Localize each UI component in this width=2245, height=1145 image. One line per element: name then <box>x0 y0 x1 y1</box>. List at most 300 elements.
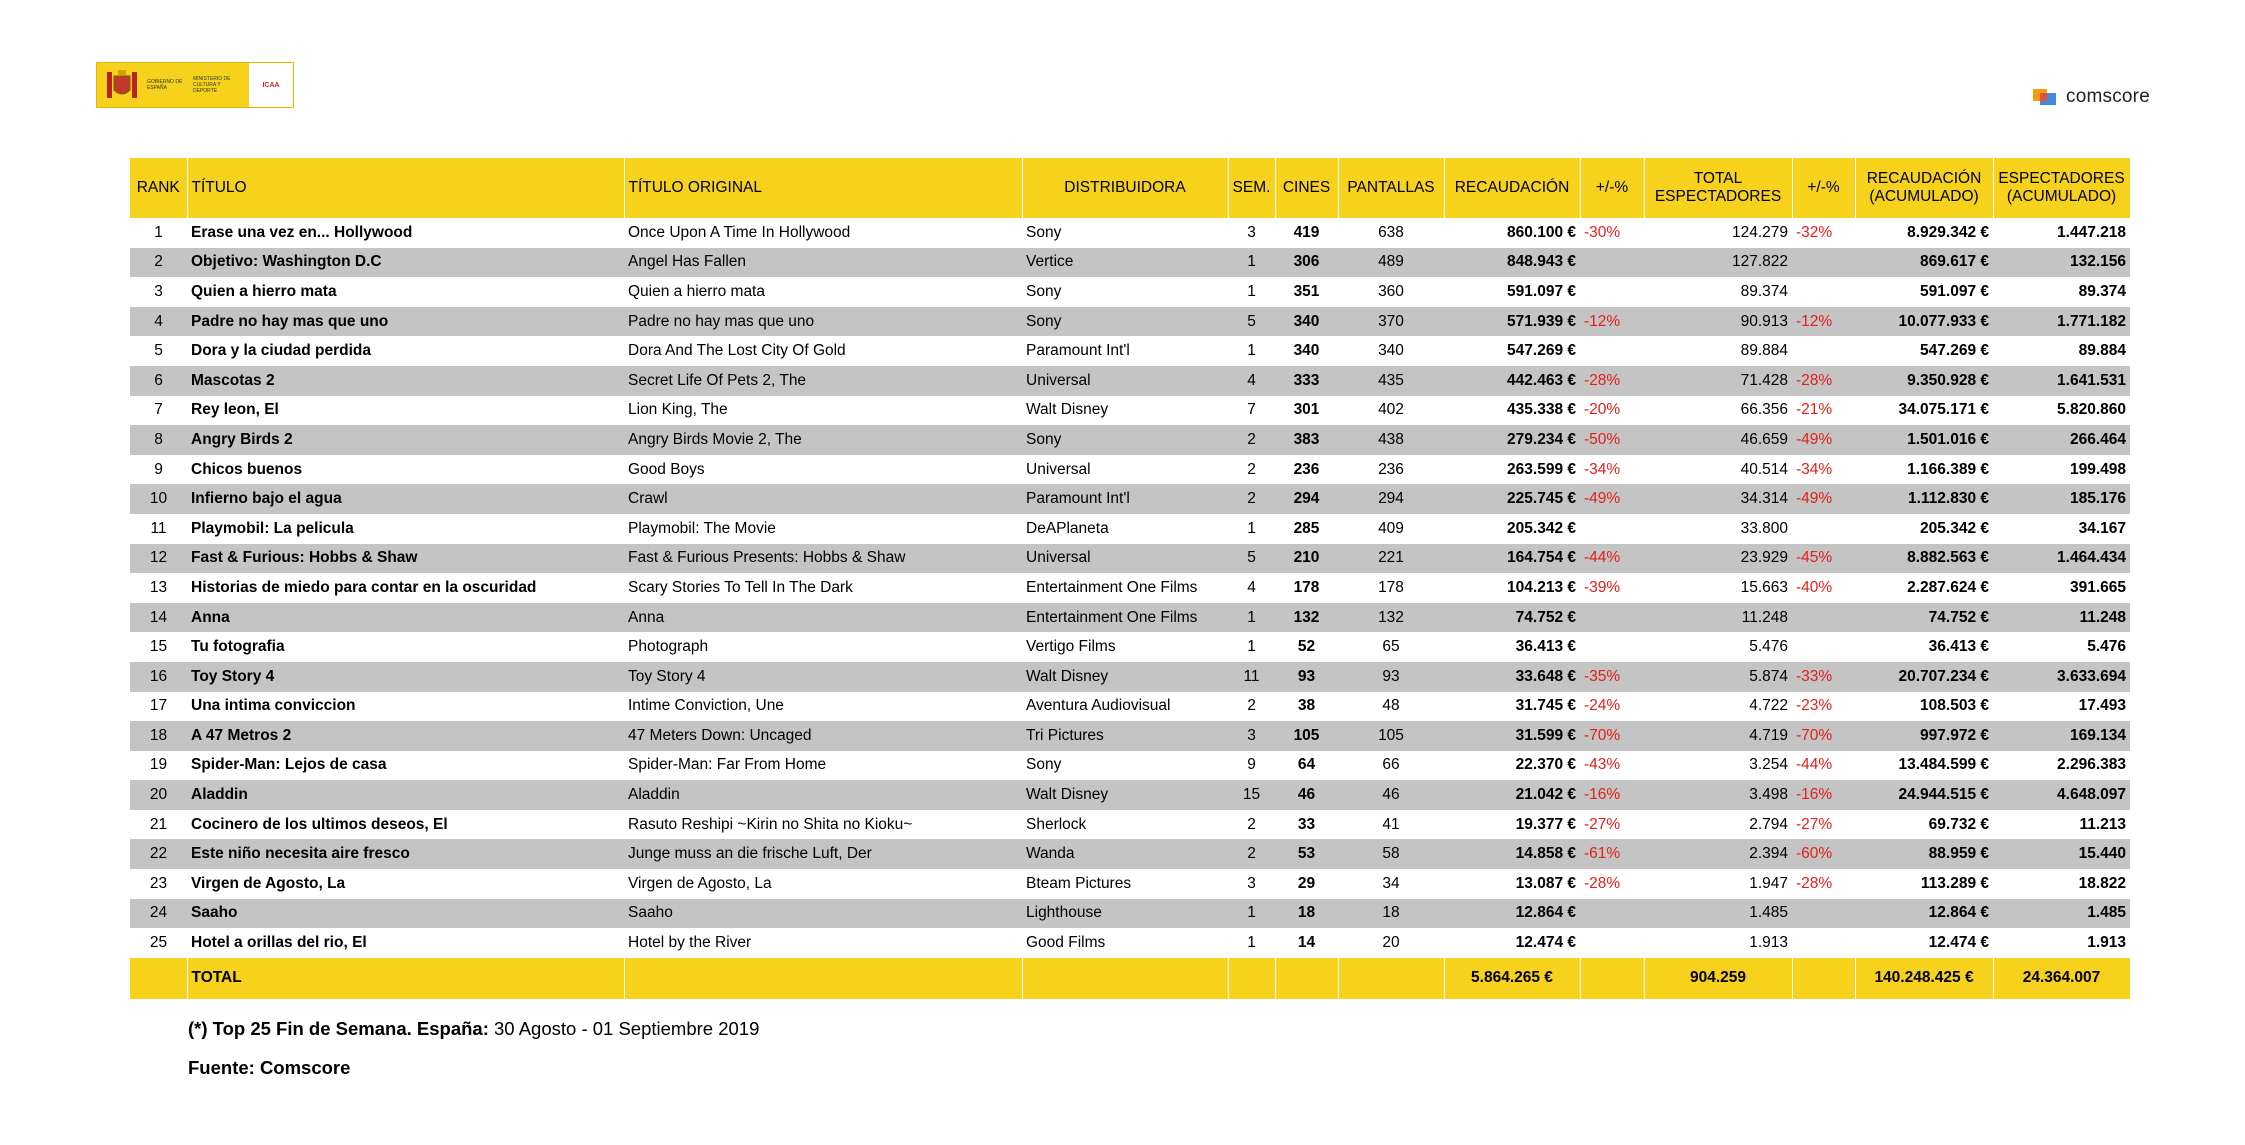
cell-semanas: 1 <box>1247 282 1256 300</box>
cell-titulo: Este niño necesita aire fresco <box>187 839 624 869</box>
cell-pantallas: 402 <box>1378 401 1404 419</box>
cell-rank: 13 <box>149 578 168 596</box>
cell-cines: 236 <box>1293 460 1320 478</box>
cell-recaudacion: 435.338 € <box>1507 401 1576 419</box>
cell-pct-espectadores: -60% <box>1792 839 1855 869</box>
col-rank: RANK <box>130 158 187 218</box>
cell-distribuidora: Sony <box>1022 425 1228 455</box>
cell-semanas: 5 <box>1228 307 1275 337</box>
cell-titulo-original: Spider-Man: Far From Home <box>628 756 827 774</box>
cell-titulo: Cocinero de los ultimos deseos, El <box>191 815 448 833</box>
comscore-logo <box>2033 84 2150 110</box>
cell-cines: 333 <box>1275 366 1338 396</box>
cell-titulo: Saaho <box>187 899 624 929</box>
cell-espectadores: 90.913 <box>1644 307 1792 337</box>
cell-espectadores: 89.374 <box>1740 282 1788 300</box>
cell-titulo-original: Dora And The Lost City Of Gold <box>628 342 846 360</box>
cell-espectadores-acumulado: 1.641.531 <box>1993 366 2130 396</box>
cell-titulo-original: Fast & Furious Presents: Hobbs & Shaw <box>624 544 1022 574</box>
cell-pantallas: 178 <box>1378 578 1404 596</box>
total-cell-empty <box>1022 958 1228 999</box>
cell-semanas: 9 <box>1247 756 1256 774</box>
cell-pct-recaudacion: -28% <box>1584 874 1621 892</box>
cell-titulo-original: Anna <box>624 603 1022 633</box>
cell-espectadores-acumulado: 11.213 <box>2079 815 2126 833</box>
cell-titulo: A 47 Metros 2 <box>187 721 624 751</box>
cell-titulo: Una intima conviccion <box>191 697 356 715</box>
table-row <box>130 780 2130 810</box>
cell-rank: 2 <box>130 248 187 278</box>
cell-titulo: Padre no hay mas que uno <box>187 307 624 337</box>
cell-pct-espectadores <box>1792 632 1855 662</box>
cell-titulo: Fast & Furious: Hobbs & Shaw <box>187 544 624 574</box>
cell-titulo: Toy Story 4 <box>187 662 624 692</box>
cell-semanas: 3 <box>1247 223 1256 241</box>
cell-espectadores-acumulado: 5.820.860 <box>2057 401 2126 419</box>
cell-espectadores-acumulado: 391.665 <box>2069 578 2126 596</box>
cell-pct-recaudacion: -44% <box>1580 544 1644 574</box>
cell-pct-recaudacion <box>1580 277 1644 307</box>
col-distribuidora: DISTRIBUIDORA <box>1022 158 1228 218</box>
cell-distribuidora: Tri Pictures <box>1022 721 1228 751</box>
cell-semanas: 1 <box>1228 603 1275 633</box>
cell-cines: 18 <box>1275 899 1338 929</box>
cell-distribuidora: Universal <box>1022 544 1228 574</box>
cell-semanas: 1 <box>1247 519 1256 537</box>
cell-espectadores-acumulado: 185.176 <box>1993 484 2130 514</box>
table-row <box>130 899 2130 929</box>
cell-titulo: Playmobil: La pelicula <box>191 519 354 537</box>
cell-espectadores-acumulado: 17.493 <box>2078 697 2126 715</box>
cell-cines: 33 <box>1297 815 1316 833</box>
cell-recaudacion: 263.599 € <box>1507 460 1576 478</box>
cell-pct-espectadores <box>1792 514 1855 544</box>
cell-recaudacion: 591.097 € <box>1507 282 1576 300</box>
cell-espectadores: 124.279 <box>1731 223 1788 241</box>
table-row <box>130 573 2130 603</box>
col-recaudacion-acumulado <box>1855 158 1993 218</box>
cell-rank: 22 <box>130 839 187 869</box>
cell-pantallas: 638 <box>1378 223 1404 241</box>
cell-rank: 14 <box>130 603 187 633</box>
cell-espectadores-acumulado: 15.440 <box>1993 839 2130 869</box>
cell-rank: 6 <box>130 366 187 396</box>
cell-pantallas: 58 <box>1338 839 1444 869</box>
table-row <box>130 277 2130 307</box>
cell-pantallas: 105 <box>1338 721 1444 751</box>
header-line: RECAUDACIÓN <box>1866 170 1982 187</box>
cell-titulo: Tu fotografia <box>191 638 285 656</box>
cell-pantallas: 340 <box>1378 342 1404 360</box>
cell-pantallas: 409 <box>1378 519 1404 537</box>
cell-pct-recaudacion: -61% <box>1580 839 1644 869</box>
cell-titulo-original: Hotel by the River <box>628 934 752 952</box>
cell-pantallas: 46 <box>1338 780 1444 810</box>
cell-distribuidora: Vertice <box>1022 248 1228 278</box>
table-row <box>130 839 2130 869</box>
total-cell-empty <box>1338 958 1444 999</box>
table-row <box>130 928 2130 958</box>
cell-recaudacion-acumulado: 1.112.830 € <box>1855 484 1993 514</box>
total-espectadores-acumulado: 24.364.007 <box>1993 958 2130 999</box>
cell-rank: 10 <box>130 484 187 514</box>
cell-titulo: Objetivo: Washington D.C <box>187 248 624 278</box>
cell-distribuidora: Sony <box>1022 307 1228 337</box>
cell-espectadores-acumulado: 1.464.434 <box>1993 544 2130 574</box>
cell-titulo: Rey leon, El <box>191 401 279 419</box>
cell-distribuidora: Lighthouse <box>1022 899 1228 929</box>
col-pct-espectadores: +/-% <box>1792 158 1855 218</box>
cell-espectadores-acumulado: 266.464 <box>1993 425 2130 455</box>
table-row <box>130 692 2130 722</box>
cell-cines: 132 <box>1275 603 1338 633</box>
cell-semanas: 1 <box>1247 638 1256 656</box>
box-office-table <box>130 158 2131 999</box>
footnote-period <box>188 1018 759 1040</box>
cell-pct-espectadores: -33% <box>1792 662 1855 692</box>
total-cell-empty <box>1792 958 1855 999</box>
comscore-wordmark: comscore <box>2066 86 2150 107</box>
cell-espectadores: 34.314 <box>1644 484 1792 514</box>
col-recaudacion: RECAUDACIÓN <box>1444 158 1580 218</box>
cell-espectadores: 4.722 <box>1749 697 1788 715</box>
total-cell-empty <box>1580 958 1644 999</box>
table-row <box>130 455 2130 485</box>
cell-pantallas: 236 <box>1378 460 1404 478</box>
cell-titulo: Spider-Man: Lejos de casa <box>191 756 387 774</box>
cell-espectadores-acumulado: 34.167 <box>2078 519 2126 537</box>
cell-rank: 12 <box>130 544 187 574</box>
cell-pct-espectadores: -28% <box>1796 874 1833 892</box>
cell-recaudacion-acumulado: 20.707.234 € <box>1855 662 1993 692</box>
cell-espectadores-acumulado: 199.498 <box>2069 460 2126 478</box>
cell-recaudacion-acumulado: 547.269 € <box>1920 342 1989 360</box>
cell-cines: 301 <box>1293 401 1320 419</box>
total-row <box>130 958 2130 999</box>
cell-titulo-original: Toy Story 4 <box>624 662 1022 692</box>
cell-pct-recaudacion: -50% <box>1580 425 1644 455</box>
cell-espectadores-acumulado: 1.447.218 <box>2057 223 2126 241</box>
cell-titulo: Dora y la ciudad perdida <box>191 342 372 360</box>
cell-espectadores-acumulado: 18.822 <box>2078 874 2126 892</box>
cell-pct-recaudacion: -39% <box>1584 578 1621 596</box>
cell-espectadores: 33.800 <box>1740 519 1788 537</box>
cell-espectadores-acumulado: 169.134 <box>1993 721 2130 751</box>
cell-pct-recaudacion: -27% <box>1584 815 1621 833</box>
cell-semanas: 2 <box>1247 697 1256 715</box>
cell-espectadores: 46.659 <box>1644 425 1792 455</box>
cell-semanas: 5 <box>1228 544 1275 574</box>
table-row <box>130 810 2130 840</box>
cell-espectadores-acumulado: 1.771.182 <box>1993 307 2130 337</box>
total-cell-empty <box>624 958 1022 999</box>
cell-titulo-original: Angry Birds Movie 2, The <box>624 425 1022 455</box>
cell-pantallas: 489 <box>1338 248 1444 278</box>
cell-recaudacion-acumulado: 108.503 € <box>1920 697 1989 715</box>
table-row <box>130 544 2130 574</box>
cell-pct-recaudacion: -12% <box>1580 307 1644 337</box>
cell-pantallas: 93 <box>1338 662 1444 692</box>
cell-recaudacion-acumulado: 8.929.342 € <box>1907 223 1989 241</box>
table-row <box>130 336 2130 366</box>
cell-recaudacion: 13.087 € <box>1515 874 1576 892</box>
cell-espectadores: 2.394 <box>1644 839 1792 869</box>
cell-pct-recaudacion: -49% <box>1580 484 1644 514</box>
cell-espectadores: 23.929 <box>1644 544 1792 574</box>
cell-recaudacion: 33.648 € <box>1444 662 1580 692</box>
cell-distribuidora: DeAPlaneta <box>1026 519 1109 537</box>
cell-espectadores: 1.947 <box>1749 874 1788 892</box>
cell-cines: 340 <box>1293 342 1320 360</box>
cell-titulo-original: Photograph <box>628 638 709 656</box>
col-pct-recaudacion: +/-% <box>1580 158 1644 218</box>
cell-recaudacion: 74.752 € <box>1444 603 1580 633</box>
cell-titulo: Aladdin <box>187 780 624 810</box>
table-row <box>130 425 2130 455</box>
cell-pct-recaudacion: -35% <box>1580 662 1644 692</box>
cell-pct-espectadores: -32% <box>1796 223 1833 241</box>
cell-cines: 64 <box>1297 756 1316 774</box>
cell-pct-espectadores: -49% <box>1792 484 1855 514</box>
cell-recaudacion-acumulado: 1.501.016 € <box>1855 425 1993 455</box>
cell-espectadores: 4.719 <box>1644 721 1792 751</box>
cell-titulo: Virgen de Agosto, La <box>191 874 346 892</box>
cell-rank: 7 <box>154 401 163 419</box>
cell-recaudacion-acumulado: 12.864 € <box>1855 899 1993 929</box>
cell-espectadores-acumulado: 1.913 <box>2087 934 2126 952</box>
cell-distribuidora: Sony <box>1026 756 1062 774</box>
cell-espectadores: 3.254 <box>1749 756 1788 774</box>
cell-espectadores: 66.356 <box>1740 401 1788 419</box>
cell-rank: 3 <box>154 282 163 300</box>
cell-rank: 4 <box>130 307 187 337</box>
cell-espectadores-acumulado: 11.248 <box>1993 603 2130 633</box>
ministry-logo <box>96 62 294 108</box>
cell-semanas: 4 <box>1228 366 1275 396</box>
cell-espectadores: 5.476 <box>1749 638 1788 656</box>
cell-rank: 21 <box>149 815 168 833</box>
cell-rank: 5 <box>154 342 163 360</box>
cell-titulo-original: 47 Meters Down: Uncaged <box>624 721 1022 751</box>
table-header-row <box>130 158 2130 218</box>
cell-espectadores-acumulado: 132.156 <box>1993 248 2130 278</box>
cell-rank: 8 <box>130 425 187 455</box>
footnote-source: Fuente: Comscore <box>188 1057 351 1078</box>
cell-titulo-original: Good Boys <box>628 460 705 478</box>
cell-rank: 20 <box>130 780 187 810</box>
cell-pct-espectadores <box>1792 899 1855 929</box>
cell-recaudacion-acumulado: 74.752 € <box>1855 603 1993 633</box>
total-recaudacion: 5.864.265 € <box>1444 958 1580 999</box>
cell-recaudacion: 848.943 € <box>1444 248 1580 278</box>
cell-recaudacion-acumulado: 88.959 € <box>1855 839 1993 869</box>
cell-pct-recaudacion: -16% <box>1580 780 1644 810</box>
header-line: ESPECTADORES <box>1998 170 2125 187</box>
cell-recaudacion-acumulado: 10.077.933 € <box>1855 307 1993 337</box>
table-row <box>130 218 2130 248</box>
header-line: (ACUMULADO) <box>2006 188 2117 205</box>
footnote-dates: 30 Agosto - 01 Septiembre 2019 <box>488 1018 760 1039</box>
cell-cines: 38 <box>1297 697 1316 715</box>
cell-semanas: 2 <box>1247 460 1256 478</box>
cell-titulo-original: Crawl <box>624 484 1022 514</box>
cell-distribuidora: Wanda <box>1022 839 1228 869</box>
cell-semanas: 7 <box>1247 401 1256 419</box>
cell-pct-espectadores: -27% <box>1796 815 1833 833</box>
cell-pantallas: 294 <box>1338 484 1444 514</box>
cell-pantallas: 34 <box>1382 874 1400 892</box>
cell-rank: 16 <box>130 662 187 692</box>
cell-recaudacion-acumulado: 9.350.928 € <box>1855 366 1993 396</box>
cell-pct-espectadores: -12% <box>1792 307 1855 337</box>
total-cell-empty <box>1228 958 1275 999</box>
cell-pct-espectadores: -21% <box>1796 401 1833 419</box>
cell-titulo-original: Playmobil: The Movie <box>628 519 776 537</box>
cell-titulo-original: Intime Conviction, Une <box>628 697 784 715</box>
col-espectadores-acumulado <box>1993 158 2130 218</box>
cell-recaudacion-acumulado: 205.342 € <box>1920 519 1989 537</box>
cell-pct-espectadores: -40% <box>1796 578 1833 596</box>
cell-rank: 11 <box>150 519 167 537</box>
table-row <box>130 307 2130 337</box>
cell-pct-espectadores: -45% <box>1792 544 1855 574</box>
cell-espectadores: 127.822 <box>1644 248 1792 278</box>
gov-label: GOBIERNO DE ESPAÑA <box>147 79 183 91</box>
cell-distribuidora: Walt Disney <box>1026 401 1109 419</box>
cell-semanas: 1 <box>1228 248 1275 278</box>
table-row <box>130 248 2130 278</box>
cell-cines: 93 <box>1275 662 1338 692</box>
cell-pct-espectadores <box>1792 336 1855 366</box>
cell-espectadores: 71.428 <box>1644 366 1792 396</box>
table-row <box>130 632 2130 662</box>
cell-pct-recaudacion: -43% <box>1584 756 1621 774</box>
table-body <box>130 218 2130 958</box>
cell-recaudacion: 571.939 € <box>1444 307 1580 337</box>
cell-pct-recaudacion <box>1580 928 1644 958</box>
cell-semanas: 2 <box>1247 815 1256 833</box>
cell-espectadores-acumulado: 89.374 <box>2078 282 2126 300</box>
cell-rank: 24 <box>130 899 187 929</box>
cell-cines: 340 <box>1275 307 1338 337</box>
header-line: (ACUMULADO) <box>1869 188 1979 205</box>
cell-recaudacion: 31.745 € <box>1515 697 1576 715</box>
cell-recaudacion: 36.413 € <box>1515 638 1576 656</box>
cell-cines: 351 <box>1293 282 1320 300</box>
cell-recaudacion-acumulado: 2.287.624 € <box>1907 578 1989 596</box>
cell-cines: 46 <box>1275 780 1338 810</box>
cell-titulo: Quien a hierro mata <box>191 282 337 300</box>
cell-pct-espectadores: -23% <box>1796 697 1833 715</box>
cell-pct-espectadores: -44% <box>1796 756 1833 774</box>
cell-recaudacion: 442.463 € <box>1444 366 1580 396</box>
col-total-espectadores <box>1644 158 1792 218</box>
cell-cines: 105 <box>1275 721 1338 751</box>
cell-distribuidora: Aventura Audiovisual <box>1026 697 1171 715</box>
table-row <box>130 366 2130 396</box>
cell-semanas: 1 <box>1228 899 1275 929</box>
cell-espectadores: 3.498 <box>1644 780 1792 810</box>
cell-cines: 419 <box>1293 223 1320 241</box>
cell-espectadores: 2.794 <box>1749 815 1788 833</box>
cell-pct-recaudacion <box>1580 899 1644 929</box>
cell-distribuidora: Sony <box>1026 223 1062 241</box>
cell-cines: 210 <box>1275 544 1338 574</box>
cell-distribuidora: Paramount Int'l <box>1026 342 1130 360</box>
footnote-bold: (*) Top 25 Fin de Semana. España: <box>188 1018 489 1039</box>
cell-titulo-original: Quien a hierro mata <box>628 282 765 300</box>
cell-titulo-original: Padre no hay mas que uno <box>624 307 1022 337</box>
cell-espectadores: 1.485 <box>1644 899 1792 929</box>
cell-titulo-original: Saaho <box>624 899 1022 929</box>
cell-recaudacion: 225.745 € <box>1444 484 1580 514</box>
cell-recaudacion: 12.474 € <box>1515 934 1576 952</box>
cell-recaudacion-acumulado: 591.097 € <box>1920 282 1989 300</box>
cell-pantallas: 221 <box>1338 544 1444 574</box>
cell-recaudacion: 31.599 € <box>1444 721 1580 751</box>
total-espectadores: 904.259 <box>1644 958 1792 999</box>
cell-pantallas: 18 <box>1338 899 1444 929</box>
cell-recaudacion-acumulado: 13.484.599 € <box>1898 756 1989 774</box>
cell-pantallas: 132 <box>1338 603 1444 633</box>
table-row <box>130 514 2130 544</box>
cell-titulo: Chicos buenos <box>191 460 303 478</box>
cell-cines: 52 <box>1297 638 1316 656</box>
cell-recaudacion: 164.754 € <box>1444 544 1580 574</box>
cell-titulo-original: Lion King, The <box>628 401 728 419</box>
cell-cines: 53 <box>1275 839 1338 869</box>
cell-cines: 294 <box>1275 484 1338 514</box>
table-row <box>130 662 2130 692</box>
cell-cines: 383 <box>1275 425 1338 455</box>
cell-recaudacion-acumulado: 24.944.515 € <box>1855 780 1993 810</box>
col-cines: CINES <box>1275 158 1338 218</box>
cell-titulo: Infierno bajo el agua <box>187 484 624 514</box>
cell-espectadores-acumulado: 3.633.694 <box>1993 662 2130 692</box>
cell-titulo-original: Rasuto Reshipi ~Kirin no Shita no Kioku~ <box>628 815 913 833</box>
cell-titulo-original: Junge muss an die frische Luft, Der <box>624 839 1022 869</box>
cell-pct-espectadores <box>1792 928 1855 958</box>
cell-distribuidora: Paramount Int'l <box>1022 484 1228 514</box>
cell-recaudacion-acumulado: 34.075.171 € <box>1898 401 1989 419</box>
cell-rank: 25 <box>149 934 168 952</box>
cell-recaudacion: 12.864 € <box>1444 899 1580 929</box>
cell-pct-espectadores <box>1792 277 1855 307</box>
cell-semanas: 2 <box>1228 484 1275 514</box>
cell-semanas: 1 <box>1247 934 1256 952</box>
table-row <box>130 869 2130 899</box>
cell-pantallas: 65 <box>1382 638 1400 656</box>
cell-recaudacion-acumulado: 36.413 € <box>1928 638 1989 656</box>
cell-espectadores: 11.248 <box>1644 603 1792 633</box>
ministry-label: MINISTERIO DE CULTURA Y DEPORTE <box>193 76 231 94</box>
cell-espectadores: 89.884 <box>1740 342 1788 360</box>
cell-distribuidora: Entertainment One Films <box>1026 578 1198 596</box>
cell-pct-recaudacion: -28% <box>1580 366 1644 396</box>
cell-rank: 18 <box>130 721 187 751</box>
cell-recaudacion-acumulado: 1.166.389 € <box>1907 460 1989 478</box>
cell-titulo-original: Aladdin <box>624 780 1022 810</box>
cell-pantallas: 41 <box>1382 815 1400 833</box>
total-cell-empty <box>130 958 187 999</box>
cell-distribuidora: Sherlock <box>1026 815 1087 833</box>
cell-espectadores-acumulado: 2.296.383 <box>2057 756 2126 774</box>
cell-pct-espectadores: -70% <box>1792 721 1855 751</box>
cell-semanas: 3 <box>1247 874 1256 892</box>
total-cell-empty <box>1275 958 1338 999</box>
cell-recaudacion-acumulado: 12.474 € <box>1928 934 1989 952</box>
total-recaudacion-acumulado: 140.248.425 € <box>1855 958 1993 999</box>
